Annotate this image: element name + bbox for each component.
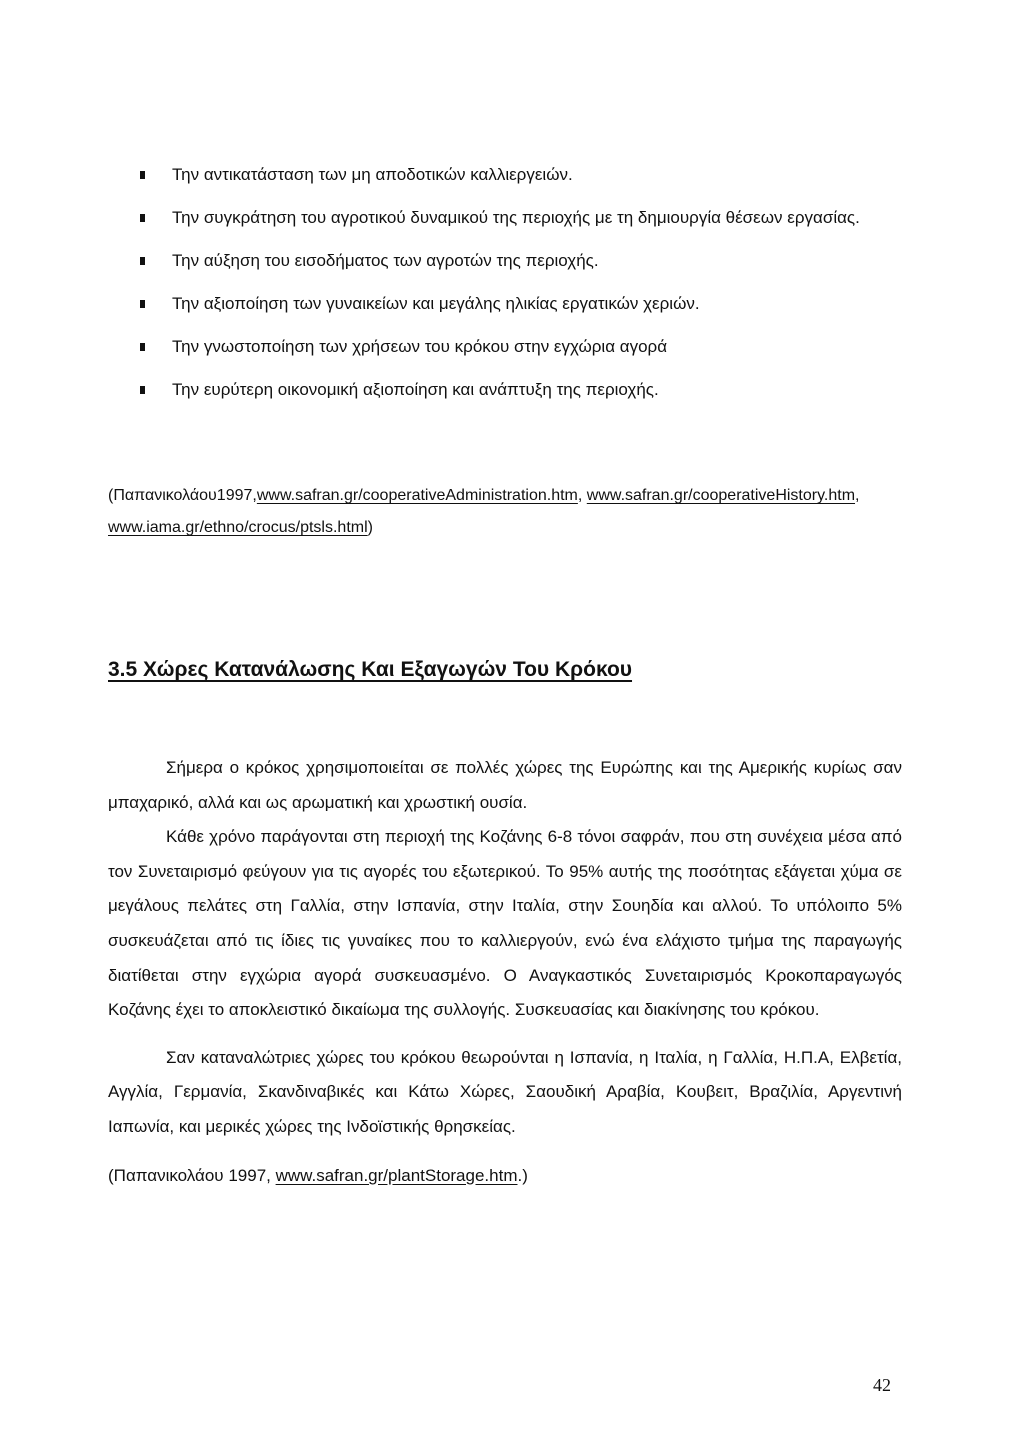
square-bullet-icon bbox=[140, 386, 145, 394]
bullet-text: Την συγκράτηση του αγροτικού δυναμικού της περιοχής με τη δημιουργία θέσεων εργασίας. bbox=[172, 208, 860, 227]
square-bullet-icon bbox=[140, 300, 145, 308]
reference-separator: , bbox=[855, 487, 860, 504]
page-number: 42 bbox=[873, 1375, 891, 1395]
square-bullet-icon bbox=[140, 257, 145, 265]
bullet-item bbox=[108, 373, 908, 407]
final-reference-suffix: .) bbox=[517, 1165, 528, 1185]
reference-link-iama-crocus[interactable]: www.iama.gr/ethno/crocus/ptsls.html bbox=[108, 519, 368, 536]
bullet-item bbox=[108, 158, 908, 192]
section-heading: 3.5 Χώρες Κατανάλωσης Και Εξαγωγών Του Κρόκου bbox=[108, 658, 633, 681]
references-block bbox=[108, 480, 908, 544]
final-reference bbox=[108, 1159, 902, 1194]
square-bullet-icon bbox=[140, 171, 145, 179]
final-reference-prefix: (Παπανικολάου 1997, bbox=[108, 1165, 276, 1185]
reference-prefix: (Παπανικολάου1997, bbox=[108, 487, 257, 504]
reference-suffix: ) bbox=[367, 519, 373, 536]
bullet-text: Την αξιοποίηση των γυναικείων και μεγάλης ηλικίας εργατικών χεριών. bbox=[172, 294, 700, 313]
square-bullet-icon bbox=[140, 343, 145, 351]
paragraph-consumption-overview: Σήμερα ο κρόκος χρησιμοποιείται σε πολλές χώρες της Ευρώπης και της Αμερικής κυρίως σαν μπαχαρικό, αλλά και ως αρωματική και χρωστική ουσία. bbox=[108, 758, 902, 812]
objectives-bullet-list bbox=[108, 158, 908, 416]
section-body bbox=[108, 751, 902, 1193]
bullet-item bbox=[108, 244, 908, 278]
bullet-text: Την αύξηση του εισοδήματος των αγροτών της περιοχής. bbox=[172, 251, 599, 270]
reference-separator: , bbox=[577, 487, 583, 504]
reference-link-cooperative-administration[interactable]: www.safran.gr/cooperativeAdministration.htm bbox=[256, 487, 578, 504]
square-bullet-icon bbox=[140, 214, 145, 222]
bullet-text: Την ευρύτερη οικονομική αξιοποίηση και ανάπτυξη της περιοχής. bbox=[172, 380, 659, 399]
paragraph-kozani-production: Κάθε χρόνο παράγονται στη περιοχή της Κοζάνης 6-8 τόνοι σαφράν, που στη συνέχεια μέσα από τον Συνεταιρισμό φεύγουν για τις αγορές του εξωτερικού. Το 95% αυτής της ποσότητας εξάγεται χύμα σε μεγάλους πελάτες στη Γαλλία, στην Ισπανία, στην Ιταλία, στην Σουηδία και αλλού. Το υπόλοιπο 5% συσκευάζεται από τις ίδιες τις γυναίκες που το καλλιεργούν, ενώ ένα ελάχιστο τμήμα της παραγωγής διατίθεται στην εγχώρια αγορά συσκευασμένο. Ο Αναγκαστικός Συνεταιρισμός Κροκοπαραγωγός Κοζάνης έχει το αποκλειστικό δικαίωμα της συλλογής. Συσκευασίας και διακίνησης του κρόκου. bbox=[108, 827, 902, 1020]
bullet-item bbox=[108, 201, 908, 235]
bullet-text: Την αντικατάσταση των μη αποδοτικών καλλιεργειών. bbox=[172, 165, 573, 184]
reference-link-plant-storage[interactable]: www.safran.gr/plantStorage.htm bbox=[275, 1165, 518, 1185]
bullet-item bbox=[108, 287, 908, 321]
reference-link-cooperative-history[interactable]: www.safran.gr/cooperativeHistory.htm bbox=[586, 487, 856, 504]
paragraph-consumer-countries: Σαν καταναλώτριες χώρες του κρόκου θεωρούνται η Ισπανία, η Ιταλία, η Γαλλία, Η.Π.Α, Ελβετία, Αγγλία, Γερμανία, Σκανδιναβικές και Κάτω Χώρες, Σαουδική Αραβία, Κουβειτ, Βραζιλία, Αργεντινή Ιαπωνία, και μερικές χώρες της Ινδοϊστικής θρησκείας. bbox=[108, 1047, 902, 1136]
bullet-item bbox=[108, 330, 908, 364]
bullet-text: Την γνωστοποίηση των χρήσεων του κρόκου στην εγχώρια αγορά bbox=[172, 337, 668, 356]
